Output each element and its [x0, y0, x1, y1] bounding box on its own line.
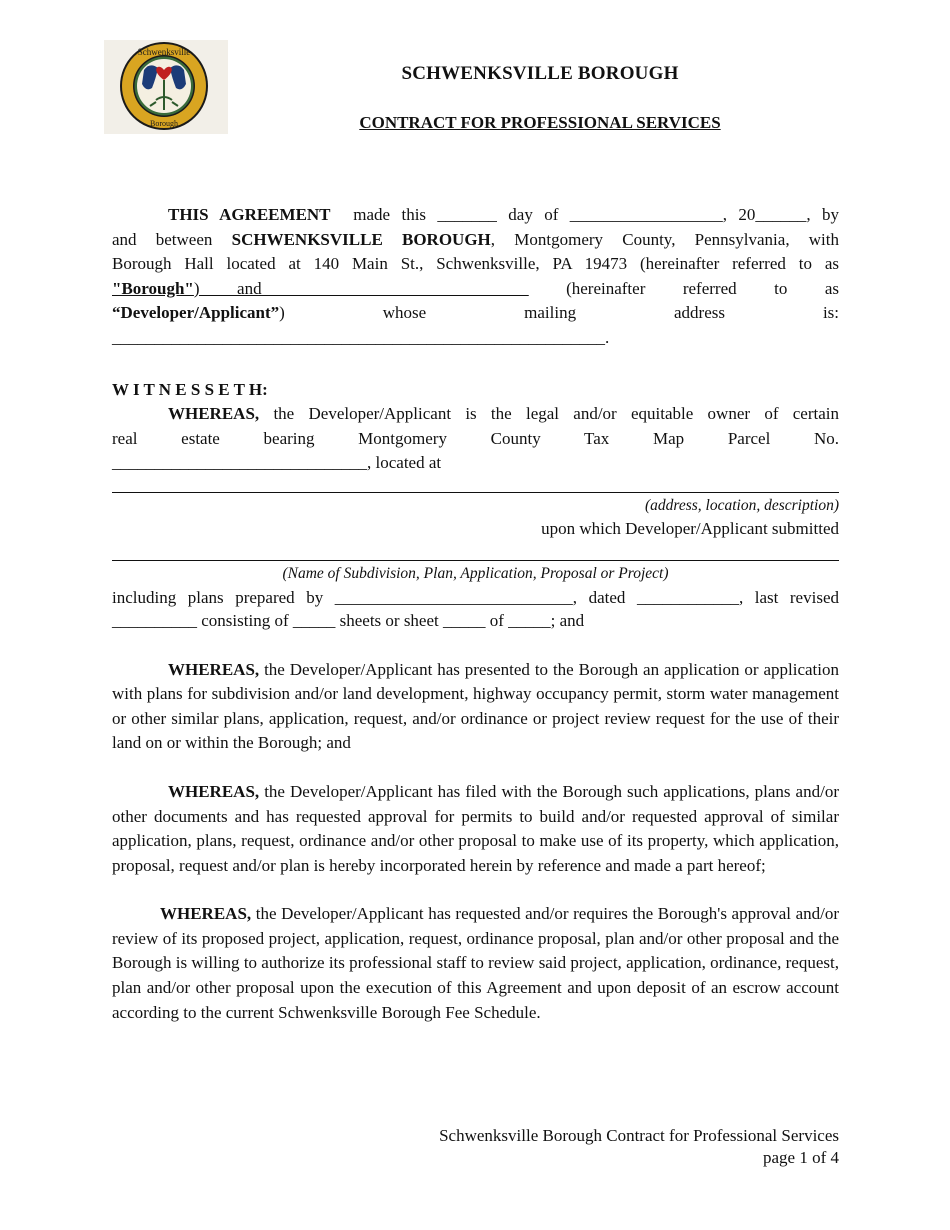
document-subtitle-text: CONTRACT FOR PROFESSIONAL SERVICES [359, 113, 721, 132]
agreement-line-3: Borough Hall located at 140 Main St., Schwenksville, PA 19473 (hereinafter referred to as [112, 254, 839, 274]
agreement-line-1-text: made this _______ day of __________________, 20______, by [353, 205, 839, 224]
agreement-borough-name: SCHWENKSVILLE BOROUGH [231, 229, 491, 249]
project-name-caption: (Name of Subdivision, Plan, Application, Proposal or Project) [282, 564, 669, 582]
agreement-line-4 [112, 277, 839, 302]
agreement-line-6: __________________________________________________________. [112, 327, 610, 347]
witnesseth-heading-text: W I T N E S S E T H: [112, 379, 268, 399]
footer-title: Schwenksville Borough Contract for Professional Services [439, 1126, 839, 1145]
whereas-label-3: WHEREAS, [168, 781, 260, 801]
address-caption: (address, location, description) [644, 496, 839, 514]
witnesseth-heading [112, 378, 839, 403]
whereas-3-text: the Developer/Applicant has filed with the Borough such applications, plans and/or other documents and has requested approval for permits to build and/or requested approval of similar application, plans, request, ordinance and/or other proposal to make use of its property, which application, proposal, request and/or plan is hereby incorporated herein by reference and made a part hereof; [112, 781, 839, 875]
whereas-1-line-4: upon which Developer/Applicant submitted [541, 518, 839, 538]
whereas-1-line-5: including plans prepared by ____________________________, dated ____________, last revised [112, 587, 839, 607]
whereas-2-text: the Developer/Applicant has presented to the Borough an application or application with plans for subdivision and/or land development, highway occupancy permit, storm water management or other similar plans, application, request, and/or ordinance or project review request for the use of their land on or within the Borough; and [112, 659, 839, 753]
whereas-2-paragraph [112, 658, 839, 756]
agreement-line-1 [112, 203, 839, 228]
agreement-line-5 [112, 301, 839, 326]
document-title: SCHWENKSVILLE BOROUGH [401, 63, 679, 84]
whereas-label-4: WHEREAS, [160, 904, 252, 924]
whereas-1-line-2: real estate bearing Montgomery County Tax Map Parcel No. [112, 428, 839, 448]
document-body [112, 203, 839, 1025]
borough-seal-icon [104, 40, 228, 134]
whereas-1-line-1-text: the Developer/Applicant is the legal and/or equitable owner of certain [273, 404, 839, 424]
agreement-line-4b: ) and ___________________________ [193, 278, 529, 298]
seal-text-top: Schwenksville [137, 47, 191, 57]
whereas-3-paragraph [112, 780, 839, 878]
whereas-1-line-6: __________ consisting of _____ sheets or sheet _____ of _____; and [112, 610, 585, 630]
seal-text-bottom: Borough [150, 119, 178, 128]
agreement-borough-term: "Borough" [112, 278, 194, 298]
document-subtitle [290, 113, 790, 133]
whereas-1-line-1 [112, 402, 839, 427]
whereas-label-2: WHEREAS, [168, 659, 260, 679]
agreement-line-2a: and between [112, 229, 213, 249]
agreement-developer-term: “Developer/Applicant” [112, 303, 280, 323]
agreement-line-2c: , Montgomery County, Pennsylvania, with [490, 229, 840, 249]
whereas-1-line-3: ______________________________, located at [112, 453, 442, 473]
whereas-4-text: the Developer/Applicant has requested and/or requires the Borough's approval and/or review of its proposed project, application, request, ordinance proposal, plan and/or other proposal and the Borough is willing to authorize its professional staff to review said project, application, ordinance, request, plan and/or other proposal upon the execution of this Agreement and upon deposit of an escrow account according to the current Schwenksville Borough Fee Schedule. [112, 904, 839, 1022]
agreement-line-4c: (hereinafter referred to as [566, 278, 840, 298]
agreement-lead: THIS AGREEMENT [168, 205, 331, 224]
page-footer [439, 1125, 839, 1169]
agreement-line-5c: whose mailing address is: [382, 303, 839, 323]
whereas-4-paragraph [112, 902, 839, 1025]
agreement-line-5b: ) [279, 303, 285, 323]
whereas-label-1: WHEREAS, [168, 404, 260, 424]
agreement-line-2 [112, 228, 839, 253]
footer-page-number: page 1 of 4 [762, 1148, 839, 1167]
